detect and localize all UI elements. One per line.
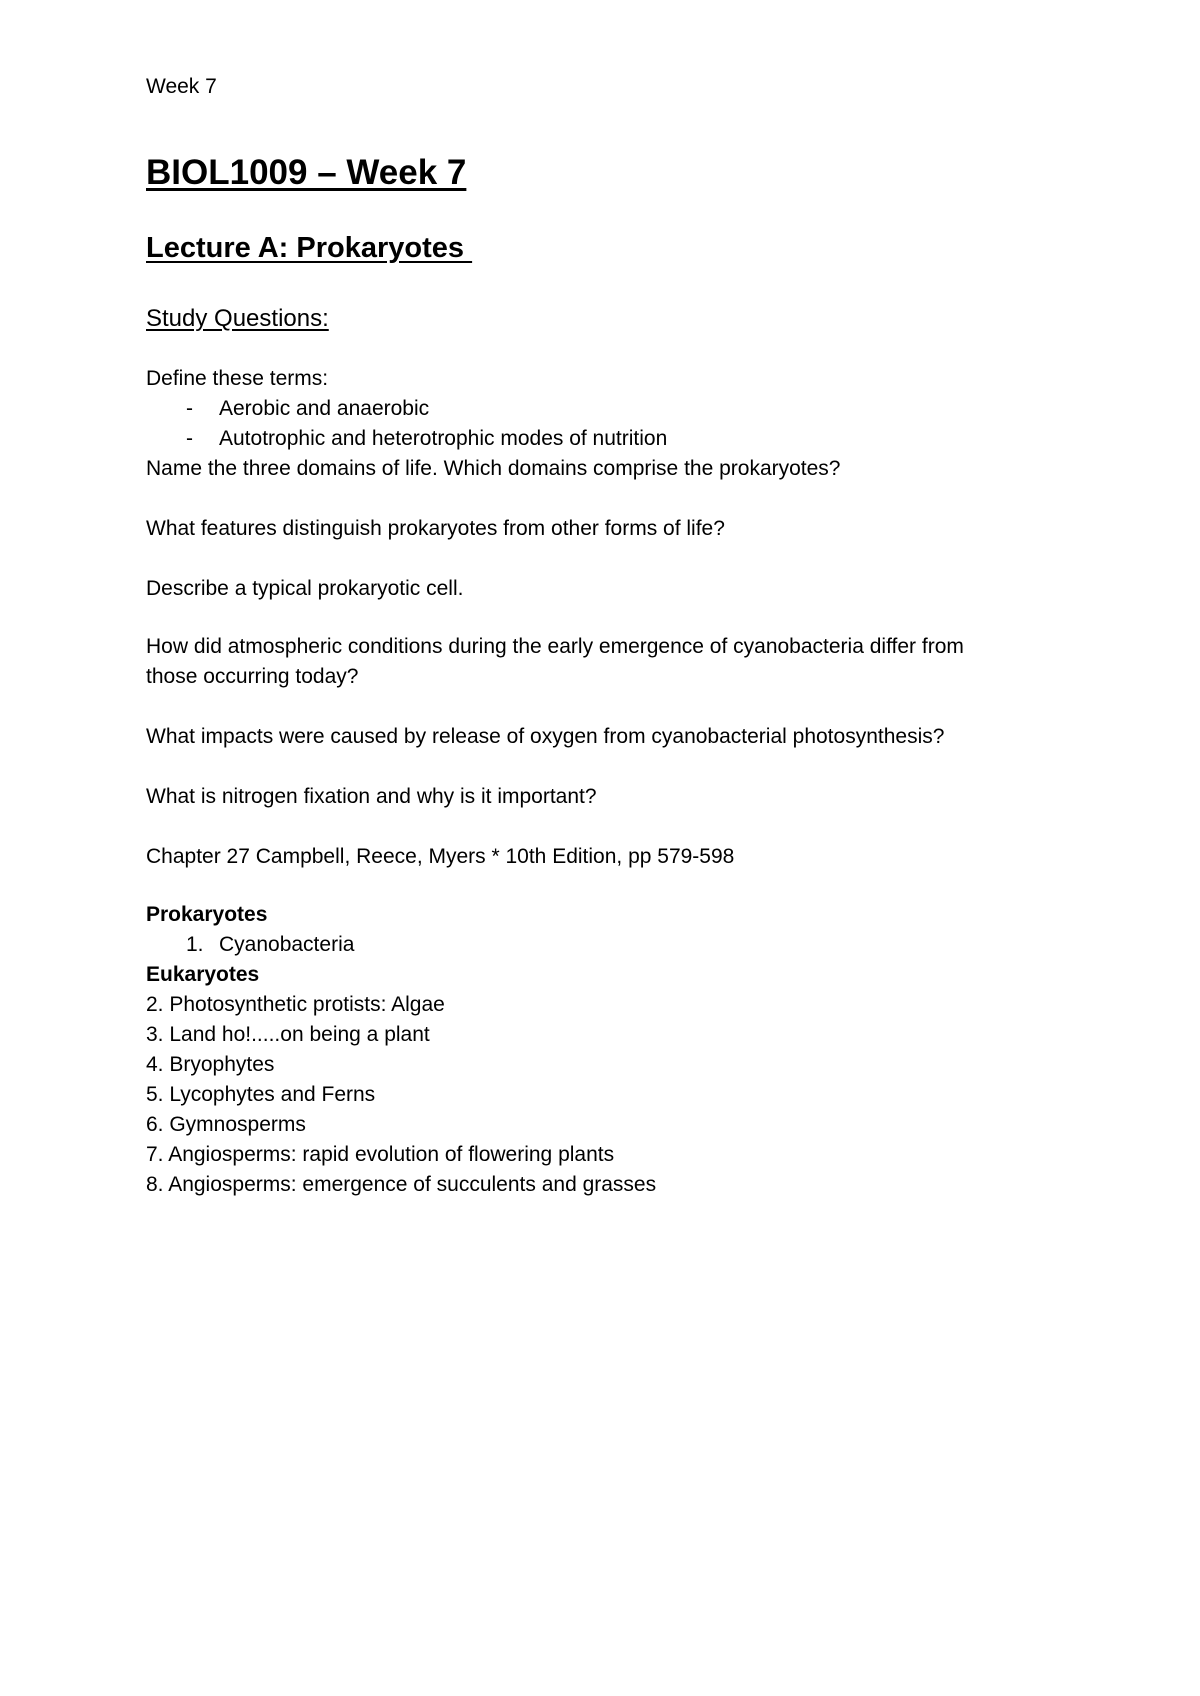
prokaryotes-heading: Prokaryotes — [146, 903, 268, 926]
question-atmosphere-line2: those occurring today? — [146, 665, 359, 688]
eukaryote-item: 6. Gymnosperms — [146, 1113, 306, 1136]
question-describe-cell: Describe a typical prokaryotic cell. — [146, 577, 464, 600]
eukaryote-item: 5. Lycophytes and Ferns — [146, 1083, 376, 1106]
bullet-marker: - — [186, 427, 193, 450]
eukaryote-item: 2. Photosynthetic protists: Algae — [146, 993, 445, 1016]
question-domains: Name the three domains of life. Which domains comprise the prokaryotes? — [146, 457, 841, 480]
define-term-item: Autotrophic and heterotrophic modes of nutrition — [219, 427, 668, 450]
question-oxygen: What impacts were caused by release of oxygen from cyanobacterial photosynthesis? — [146, 725, 945, 748]
eukaryotes-heading: Eukaryotes — [146, 963, 260, 986]
lecture-title: Lecture A: Prokaryotes — [146, 232, 473, 264]
define-term-item: Aerobic and anaerobic — [219, 397, 430, 420]
study-questions-heading: Study Questions: — [146, 305, 329, 332]
question-nitrogen: What is nitrogen fixation and why is it important? — [146, 785, 597, 808]
eukaryote-item: 3. Land ho!.....on being a plant — [146, 1023, 430, 1046]
question-features: What features distinguish prokaryotes from other forms of life? — [146, 517, 725, 540]
question-atmosphere-line1: How did atmospheric conditions during the early emergence of cyanobacteria differ from — [146, 635, 964, 658]
eukaryote-item: 4. Bryophytes — [146, 1053, 275, 1076]
eukaryote-item: 8. Angiosperms: emergence of succulents and grasses — [146, 1173, 657, 1196]
bullet-marker: - — [186, 397, 193, 420]
page-header: Week 7 — [146, 75, 217, 98]
prokaryote-item: Cyanobacteria — [219, 933, 355, 956]
list-number: 1. — [186, 933, 204, 956]
document-title: BIOL1009 – Week 7 — [146, 153, 467, 192]
textbook-reference: Chapter 27 Campbell, Reece, Myers * 10th Edition, pp 579-598 — [146, 845, 735, 868]
eukaryote-item: 7. Angiosperms: rapid evolution of flowering plants — [146, 1143, 615, 1166]
define-terms-intro: Define these terms: — [146, 367, 329, 390]
